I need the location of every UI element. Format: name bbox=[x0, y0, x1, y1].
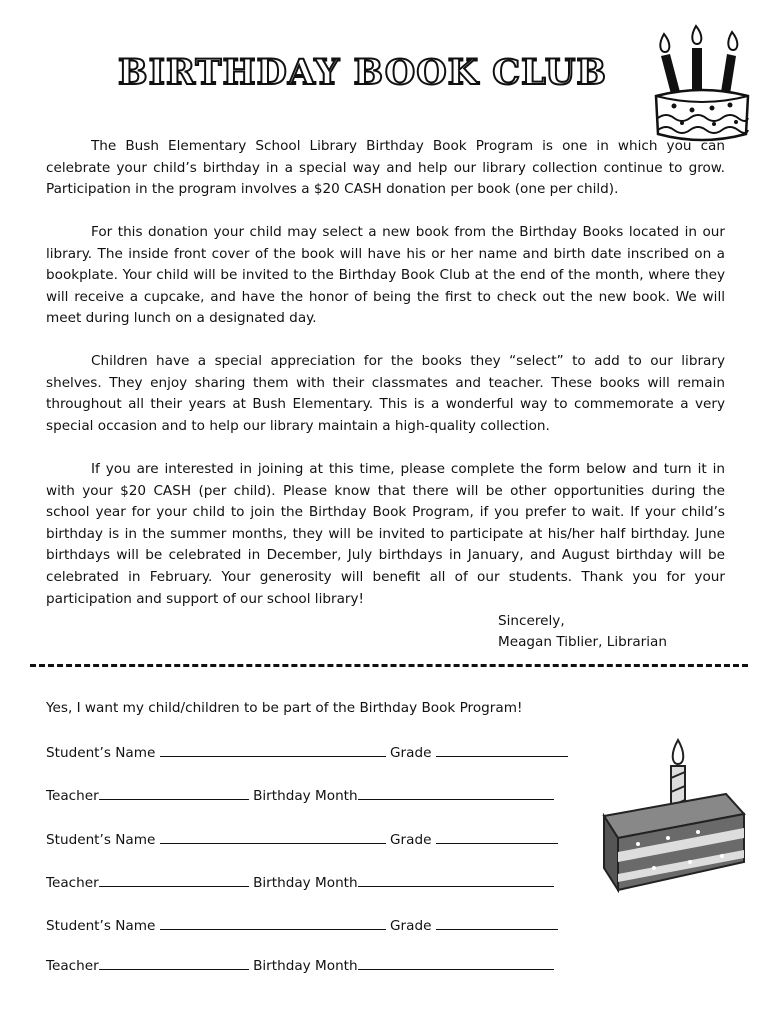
student-name-label: Student’s Name bbox=[46, 745, 156, 761]
student-name-row bbox=[46, 915, 558, 934]
birthday-month-label: Birthday Month bbox=[253, 788, 358, 804]
birthday-cake-icon bbox=[652, 22, 752, 150]
birthday-month-field[interactable] bbox=[358, 955, 554, 970]
grade-label: Grade bbox=[390, 832, 432, 848]
teacher-label: Teacher bbox=[46, 875, 99, 891]
grade-label: Grade bbox=[390, 745, 432, 761]
letter-closing: Sincerely, bbox=[498, 613, 565, 629]
student-name-row bbox=[46, 742, 568, 761]
cut-line bbox=[30, 664, 748, 667]
teacher-field[interactable] bbox=[99, 955, 249, 970]
letter-paragraph-3: Children have a special appreciation for the books they “select” to add to our library shelves. They enjoy sharing them with their classmates and teacher. These books will remain throughout all their years at Bush Elementary. This is a wonderful way to commemorate a very special occasion and to help our library maintain a high-quality collection. bbox=[46, 353, 725, 434]
letter-paragraph-1: The Bush Elementary School Library Birthday Book Program is one in which you can celebrate your child’s birthday in a special way and help our library collection continue to grow. Participation in the program involves a $20 CASH donation per book (one per child). bbox=[46, 138, 725, 198]
birthday-month-label: Birthday Month bbox=[253, 875, 358, 891]
grade-field[interactable] bbox=[436, 915, 558, 930]
birthday-month-field[interactable] bbox=[358, 785, 554, 800]
birthday-month-label: Birthday Month bbox=[253, 958, 358, 974]
page-title: BIRTHDAY BOOK CLUB bbox=[118, 52, 607, 93]
grade-field[interactable] bbox=[436, 829, 558, 844]
student-name-row bbox=[46, 829, 558, 848]
teacher-row bbox=[46, 955, 554, 974]
form-intro: Yes, I want my child/children to be part of the Birthday Book Program! bbox=[46, 700, 523, 716]
student-name-field[interactable] bbox=[160, 915, 386, 930]
student-name-field[interactable] bbox=[160, 742, 386, 757]
letter-paragraph-2: For this donation your child may select a new book from the Birthday Books located in our library. The inside front cover of the book will have his or her name and birth date inscribed on a bookplate. Your child will be invited to the Birthday Book Club at the end of the month, where they will receive a cupcake, and have the honor of being the first to check out the new book. We will meet during lunch on a designated day. bbox=[46, 224, 725, 327]
teacher-field[interactable] bbox=[99, 785, 249, 800]
student-name-field[interactable] bbox=[160, 829, 386, 844]
teacher-row bbox=[46, 872, 554, 891]
grade-label: Grade bbox=[390, 918, 432, 934]
grade-field[interactable] bbox=[436, 742, 568, 757]
teacher-label: Teacher bbox=[46, 788, 99, 804]
cake-slice-icon bbox=[598, 734, 748, 894]
student-name-label: Student’s Name bbox=[46, 918, 156, 934]
letter-signature: Meagan Tiblier, Librarian bbox=[498, 634, 667, 650]
student-name-label: Student’s Name bbox=[46, 832, 156, 848]
teacher-field[interactable] bbox=[99, 872, 249, 887]
birthday-month-field[interactable] bbox=[358, 872, 554, 887]
teacher-label: Teacher bbox=[46, 958, 99, 974]
teacher-row bbox=[46, 785, 554, 804]
letter-paragraph-4: If you are interested in joining at this time, please complete the form below and turn it in with your $20 CASH (per child). Please know that there will be other opportunities during the school year for your child to join the Birthday Book Program, if you prefer to wait. If your child’s birthday is in the summer months, they will be invited to participate at his/her half birthday. June birthdays will be celebrated in December, July birthdays in January, and August birthday will be celebrated in February. Your generosity will benefit all of our students. Thank you for your participation and support of our school library! bbox=[46, 461, 725, 607]
